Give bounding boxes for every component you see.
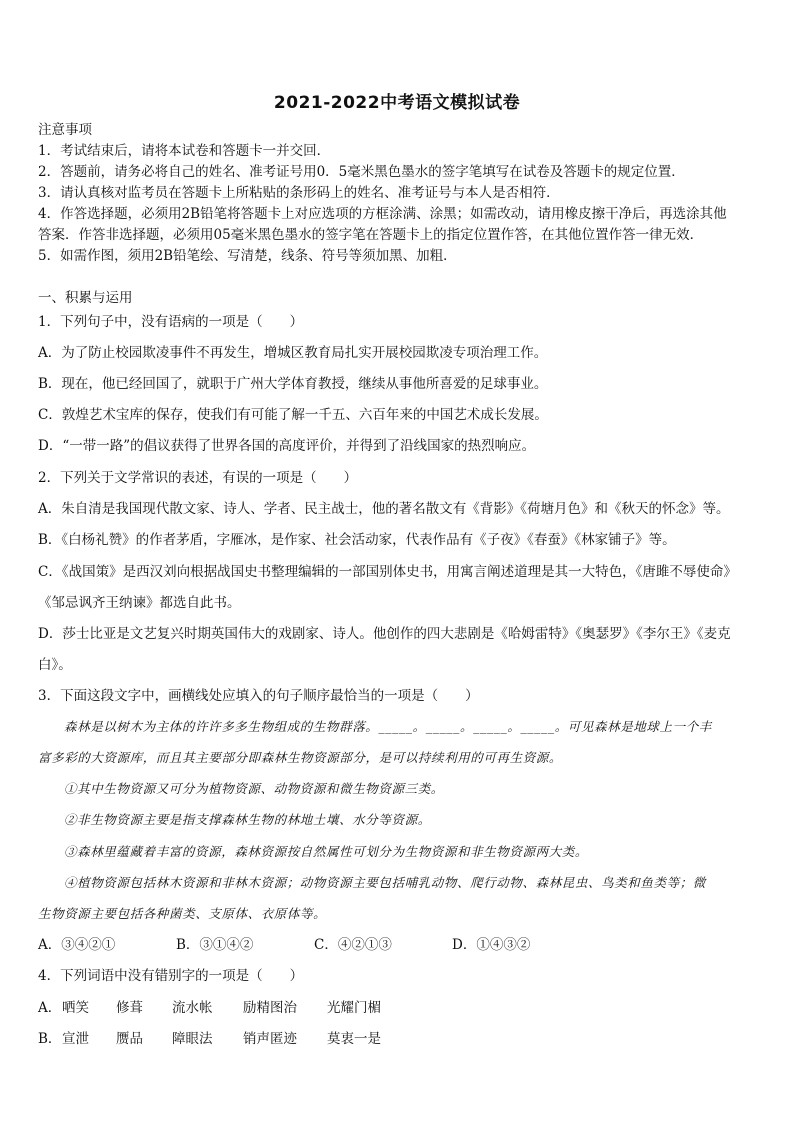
q2-option-c: C．《战国策》是西汉刘向根据战国史书整理编辑的一部国别体史书，用寓言阐述道理是其一大特色，《唐雎不辱使命》	[38, 564, 737, 580]
q4-option-a-word-5: 光耀门楣	[327, 1000, 381, 1016]
q3-sentence-1: ①其中生物资源又可分为植物资源、动物资源和微生物资源三类。	[64, 781, 444, 796]
q4-option-a-label: A．	[38, 1000, 62, 1016]
q4-option-b-word-3: 障眼法	[172, 1031, 213, 1047]
q3-sentence-4: ④植物资源包括林木资源和非林木资源；动物资源主要包括哺乳动物、爬行动物、森林昆虫、鸟类和鱼类等；微	[64, 875, 706, 890]
notice-line-1: 1．考试结束后，请将本试卷和答题卡一并交回．	[38, 143, 331, 159]
q2-option-d: D．莎士比亚是文艺复兴时期英国伟大的戏剧家、诗人。他创作的四大悲剧是《哈姆雷特》《奥瑟罗》《李尔王》《麦克	[38, 626, 731, 642]
q3-sentence-3: ③森林里蕴藏着丰富的资源，森林资源按自然属性可划分为生物资源和非生物资源两大类。	[64, 844, 589, 859]
q3-sentence-2: ②非生物资源主要是指支撑森林生物的林地土壤、水分等资源。	[64, 812, 431, 827]
q3-option-a: A．③④②①	[38, 937, 116, 953]
notice-line-4: 4．作答选择题，必须用2B铅笔将答题卡上对应选项的方框涂满、涂黑；如需改动，请用橡皮擦干净后，再选涂其他	[38, 206, 727, 222]
q4-option-a-word-3: 流水帐	[172, 1000, 213, 1016]
q2-option-d-cont: 白》。	[38, 657, 72, 673]
q3-stem: 3．下面这段文字中，画横线处应填入的句子顺序最恰当的一项是（ ）	[38, 688, 479, 704]
q1-stem: 1．下列句子中，没有语病的一项是（ ）	[38, 314, 304, 330]
notice-heading: 注意事项	[38, 122, 92, 138]
q3-option-d: D．①④③②	[452, 937, 531, 953]
q4-option-b-label: B．	[38, 1031, 62, 1047]
q4-option-b-word-4: 销声匿迹	[243, 1031, 297, 1047]
q3-option-c: C．④②①③	[314, 937, 392, 953]
q3-passage-cont: 富多彩的大资源库，而且其主要部分即森林生物资源部分，是可以持续利用的可再生资源。	[38, 750, 563, 765]
q3-passage: 森林是以树木为主体的许许多多生物组成的生物群落。_____。_____。_____。_____。可见森林是地球上一个丰	[64, 719, 712, 734]
q3-sentence-4-cont: 生物资源主要包括各种菌类、支原体、衣原体等。	[38, 906, 327, 921]
q2-stem: 2．下列关于文学常识的表述，有误的一项是（ ）	[38, 470, 358, 486]
q2-option-c-cont: 《邹忌讽齐王纳谏》都选自此书。	[38, 595, 241, 611]
q2-option-b: B．《白杨礼赞》的作者茅盾，字雁冰，是作家、社会活动家，代表作品有《子夜》《春蚕》《林家铺子》等。	[38, 532, 676, 548]
section-heading: 一、积累与运用	[38, 290, 133, 306]
notice-line-4-cont: 答案．作答非选择题，必须用05毫米黑色墨水的签字笔在答题卡上的指定位置作答，在其他位置作答一律无效．	[38, 227, 704, 243]
q1-option-d: D．“一带一路”的倡议获得了世界各国的高度评价，并得到了沿线国家的热烈响应。	[38, 438, 536, 454]
q4-stem: 4．下列词语中没有错别字的一项是（ ）	[38, 968, 304, 984]
q3-option-b: B．③①④②	[176, 937, 254, 953]
q4-option-a-word-4: 励精图治	[243, 1000, 297, 1016]
notice-line-5: 5．如需作图，须用2B铅笔绘、写清楚，线条、符号等须加黑、加粗．	[38, 248, 457, 264]
q4-option-b-word-1: 宣泄	[62, 1031, 89, 1047]
notice-line-3: 3．请认真核对监考员在答题卡上所粘贴的条形码上的姓名、准考证号与本人是否相符．	[38, 185, 560, 201]
q4-option-a-word-1: 哂笑	[62, 1000, 89, 1016]
page-title: 2021-2022中考语文模拟试卷	[273, 93, 521, 113]
q4-option-b-word-2: 赝品	[116, 1031, 143, 1047]
q2-option-a: A．朱自清是我国现代散文家、诗人、学者、民主战士，他的著名散文有《背影》《荷塘月色》和《秋天的怀念》等。	[38, 501, 730, 517]
q4-option-a-word-2: 修葺	[116, 1000, 143, 1016]
q1-option-b: B．现在，他已经回国了，就职于广州大学体育教授，继续从事他所喜爱的足球事业。	[38, 376, 548, 392]
q4-option-b-word-5: 莫衷一是	[327, 1031, 381, 1047]
q1-option-c: C．敦煌艺术宝库的保存，使我们有可能了解一千五、六百年来的中国艺术成长发展。	[38, 407, 548, 423]
notice-line-2: 2．答题前，请务必将自己的姓名、准考证号用0．5毫米黑色墨水的签字笔填写在试卷及答题卡的规定位置．	[38, 164, 685, 180]
q1-option-a: A．为了防止校园欺凌事件不再发生，增城区教育局扎实开展校园欺凌专项治理工作。	[38, 345, 548, 361]
